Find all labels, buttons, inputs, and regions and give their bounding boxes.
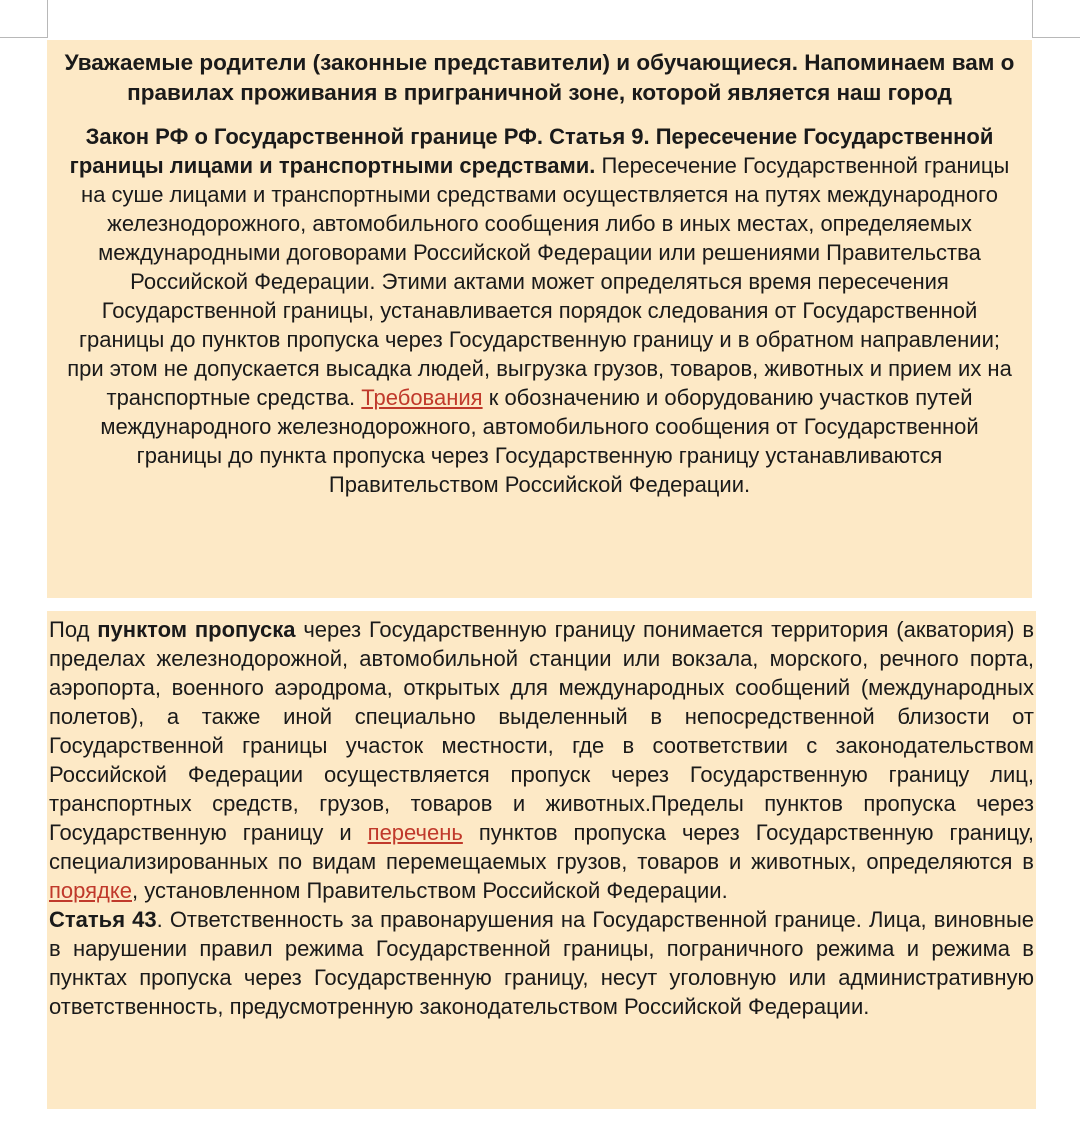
requirements-link[interactable]: Требования — [361, 385, 483, 410]
order-link[interactable]: порядке — [49, 878, 132, 903]
checkpoint-term: пунктом пропуска — [97, 617, 296, 642]
article-43-title: Статья 43 — [49, 907, 157, 932]
crop-mark-left-vertical — [47, 0, 48, 38]
law-article-9 — [59, 122, 1020, 499]
checkpoint-text-2: пунктов пропуска через Государственную границу, специализированных по видам перемещаемых грузов, товаров и животных, определяются в — [49, 820, 1034, 874]
law-article-9-text-1: Пересечение Государственной границы на суше лицами и транспортными средствами осуществляется на путях международного железнодорожного, автомобильного сообщения либо в иных местах, определяемых международными договорами Российской Федерации или решениями Правительства Российской Федерации. Этими актами может определяться время пересечения Государственной границы, устанавливается порядок следования от Государственной границы до пунктов пропуска через Государственную границу и в обратном направлении; при этом не допускается высадка людей, выгрузка грузов, товаров, животных и прием их на транспортные средства. — [67, 153, 1012, 410]
list-link[interactable]: перечень — [367, 820, 463, 845]
checkpoint-prefix: Под — [49, 617, 98, 642]
checkpoint-text-1: через Государственную границу понимается территория (акватория) в пределах железнодорожной, автомобильной станции или вокзала, морского, речного порта, аэропорта, военного аэродрома, открытых для международных сообщений (международных полетов), а также иной специально выделенный в непосредственной близости от Государственной границы участок местности, где в соответствии с законодательством Российской Федерации осуществляется пропуск через Государственную границу лиц, транспортных средств, грузов, товаров и животных.Пределы пунктов пропуска через Государственную границу и — [49, 617, 1035, 845]
notice-heading: Уважаемые родители (законные представители) и обучающиеся. Напоминаем вам о правилах проживания в приграничной зоне, которой является наш город — [64, 50, 1015, 105]
notice-block-bottom — [47, 611, 1036, 1109]
checkpoint-definition — [49, 615, 1034, 905]
crop-mark-right-horizontal — [1033, 37, 1080, 38]
article-43 — [49, 905, 1034, 1021]
checkpoint-text-3: , установленном Правительством Российской Федерации. — [132, 878, 728, 903]
crop-mark-right-vertical — [1032, 0, 1033, 38]
law-article-9-text-2: к обозначению и оборудованию участков путей международного железнодорожного, автомобильного сообщения от Государственной границы до пункта пропуска через Государственную границу устанавливаются Правительством Российской Федерации. — [100, 385, 979, 497]
crop-mark-left-horizontal — [0, 37, 47, 38]
article-43-text: . Ответственность за правонарушения на Государственной границе. Лица, виновные в нарушении правил режима Государственной границы, пограничного режима и режима в пунктах пропуска через Государственную границу, несут уголовную или административную ответственность, предусмотренную законодательством Российской Федерации. — [49, 907, 1035, 1019]
law-article-9-title: Закон РФ о Государственной границе РФ. Статья 9. Пересечение Государственной границы лицами и транспортными средствами. — [69, 124, 994, 178]
notice-block-top — [47, 40, 1032, 598]
